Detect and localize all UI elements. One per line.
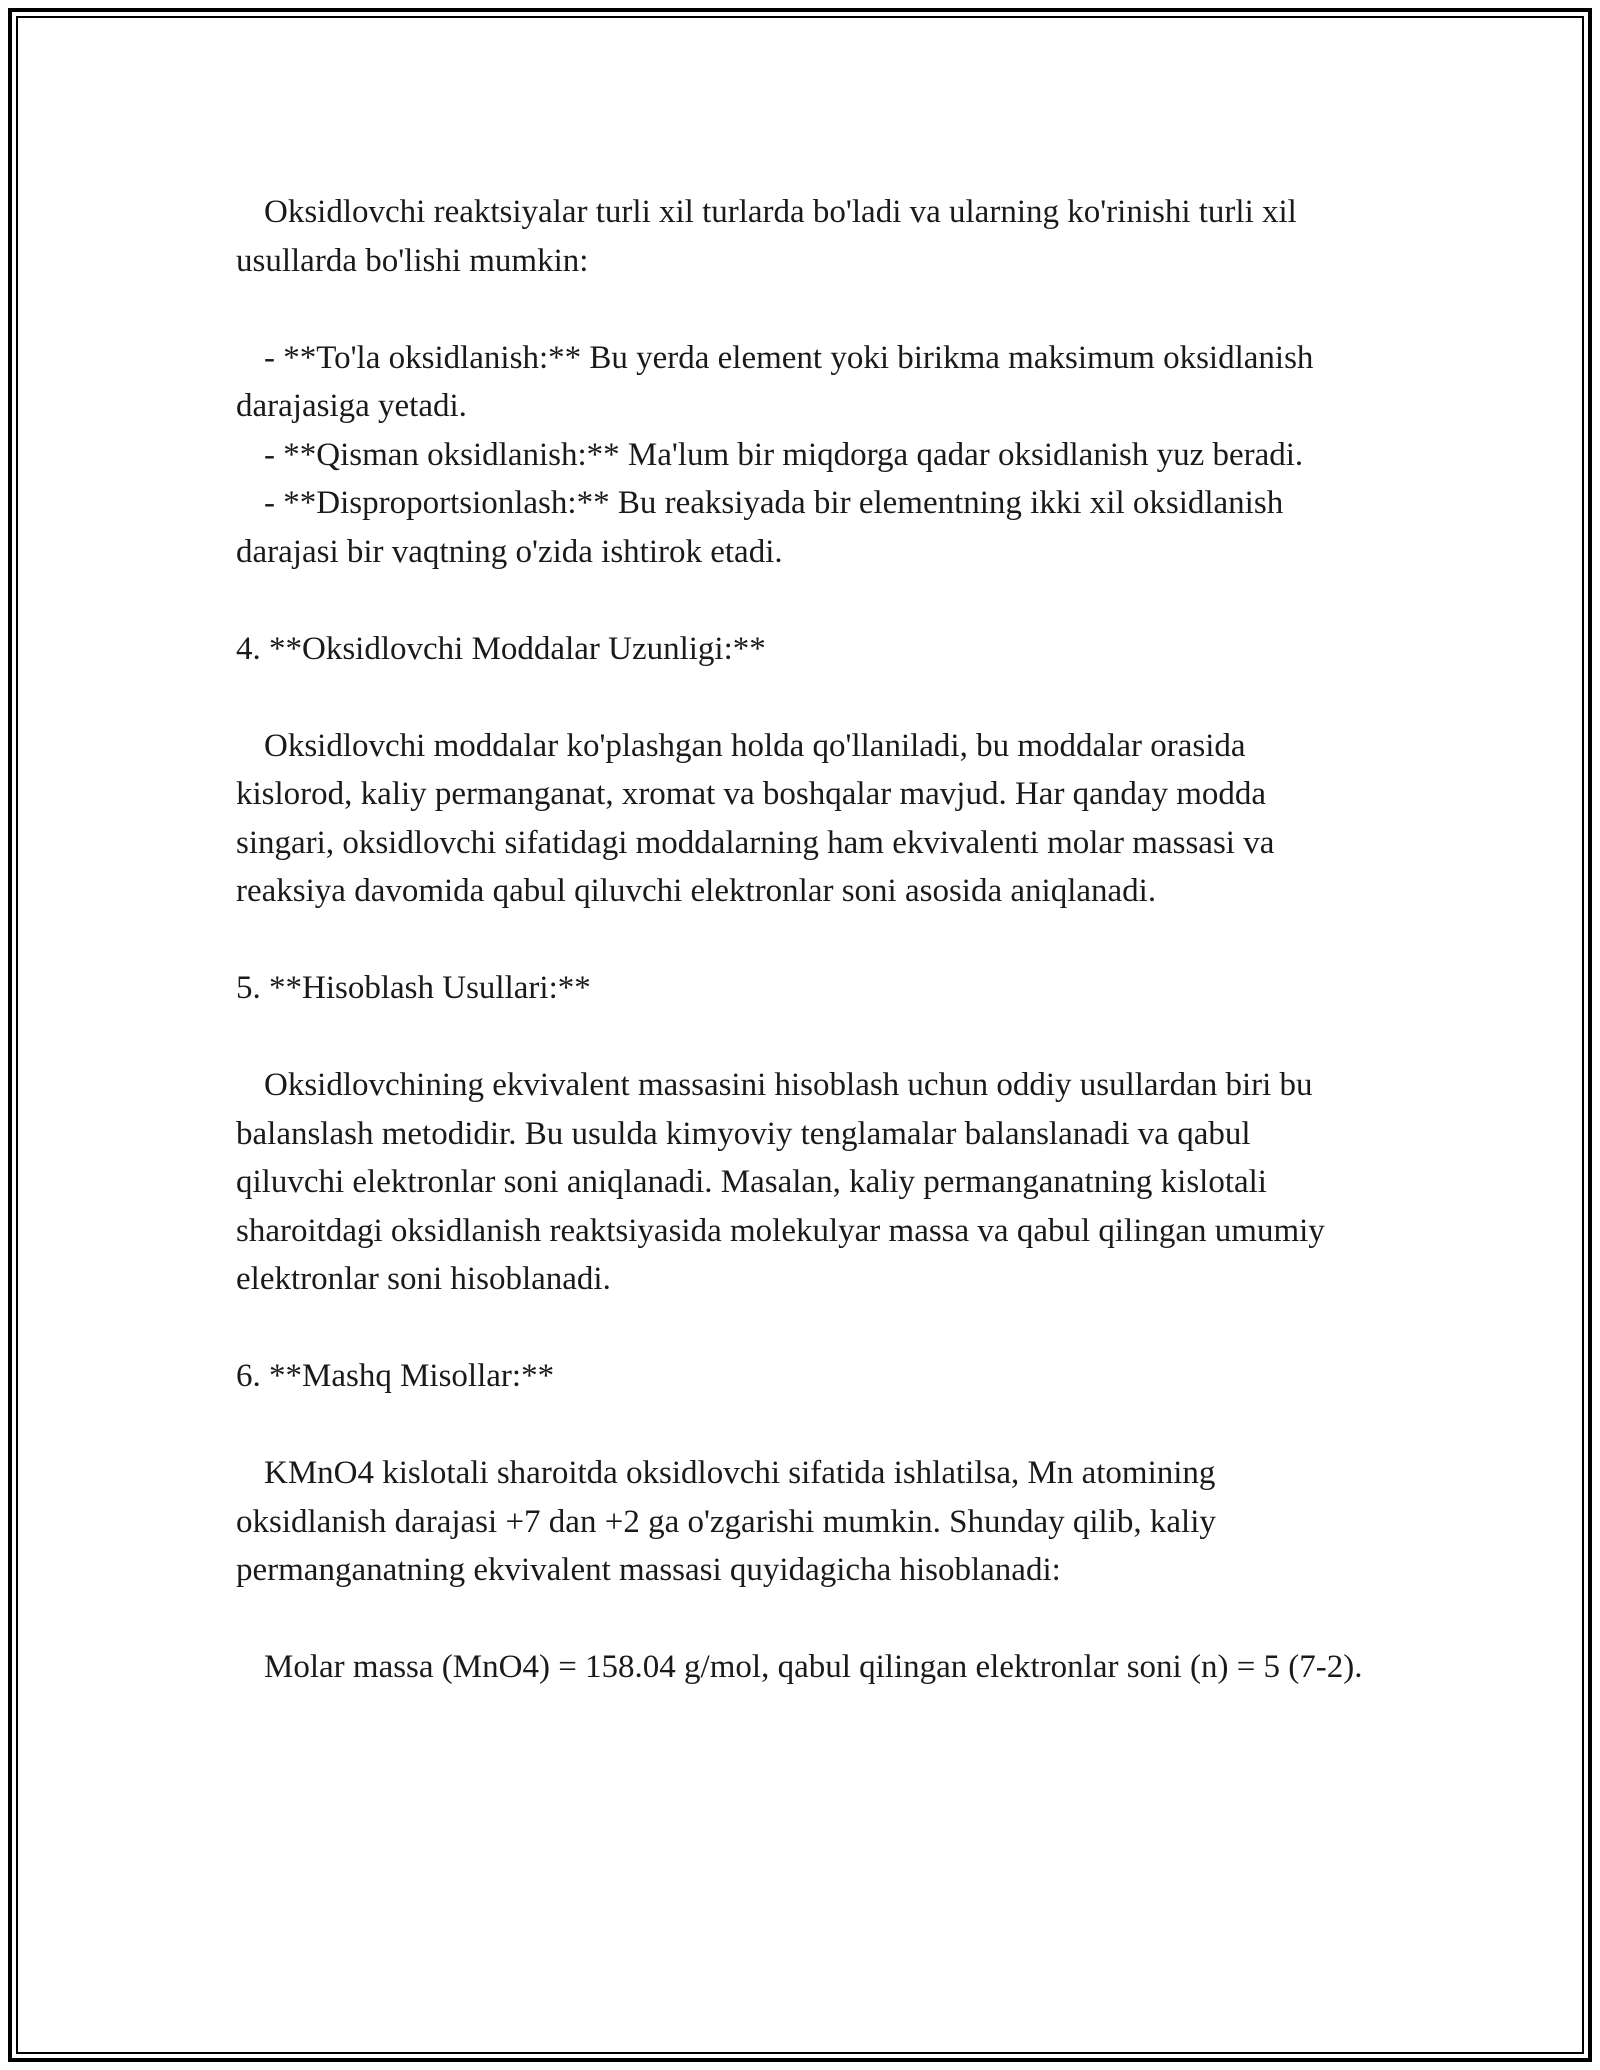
paragraph-spacer: [236, 1595, 1366, 1644]
section-heading: 5. **Hisoblash Usullari:**: [236, 970, 591, 1006]
paragraph: Oksidlovchi moddalar ko'plashgan holda qo'llaniladi, bu moddalar orasida kislorod, kaliy permanganat, xromat va boshqalar mavjud. Har qanday modda singari, oksidlovchi sifatidagi moddalarning ham ekvivalenti molar massasi va reaksiya davomida qabul qiluvchi elektronlar soni asosida aniqlanadi.: [236, 727, 1283, 909]
paragraph-spacer: [236, 1304, 1366, 1353]
list-item: - **To'la oksidlanish:** Bu yerda element yoki birikma maksimum oksidlanish darajasiga yetadi.: [236, 339, 1322, 424]
paragraph-spacer: [236, 285, 1366, 334]
paragraph-spacer: [236, 1401, 1366, 1450]
paragraph: Oksidlovchi reaktsiyalar turli xil turlarda bo'ladi va ularning ko'rinishi turli xil usullarda bo'lishi mumkin:: [236, 194, 1306, 279]
list-item: - **Disproportsionlash:** Bu reaksiyada bir elementning ikki xil oksidlanish darajasi bir vaqtning o'zida ishtirok etadi.: [236, 485, 1292, 570]
document-body: [236, 188, 1366, 1692]
section-heading: 4. **Oksidlovchi Moddalar Uzunligi:**: [236, 630, 766, 667]
paragraph: Molar massa (MnO4) = 158.04 g/mol, qabul qilingan elektronlar soni (n) = 5 (7-2).: [264, 1649, 1363, 1685]
paragraph-spacer: [236, 576, 1366, 625]
paragraph: Oksidlovchining ekvivalent massasini hisoblash uchun oddiy usullardan biri bu balanslash metodidir. Bu usulda kimyoviy tenglamalar balanslanadi va qabul qiluvchi elektronlar soni aniqlanadi. Masalan, kaliy permanganatning kislotali sharoitdagi oksidlanish reaktsiyasida molekulyar massa va qabul qilingan umumiy elektronlar soni hisoblanadi.: [236, 1067, 1334, 1297]
paragraph: KMnO4 kislotali sharoitda oksidlovchi sifatida ishlatilsa, Mn atomining oksidlanish darajasi +7 dan +2 ga o'zgarishi mumkin. Shunday qilib, kaliy permanganatning ekvivalent massasi quyidagicha hisoblanadi:: [236, 1455, 1225, 1588]
section-heading: 6. **Mashq Misollar:**: [236, 1358, 555, 1394]
paragraph-spacer: [236, 916, 1366, 965]
paragraph-spacer: [236, 1013, 1366, 1062]
list-item: - **Qisman oksidlanish:** Ma'lum bir miqdorga qadar oksidlanish yuz beradi.: [264, 436, 1304, 473]
paragraph-spacer: [236, 673, 1366, 722]
